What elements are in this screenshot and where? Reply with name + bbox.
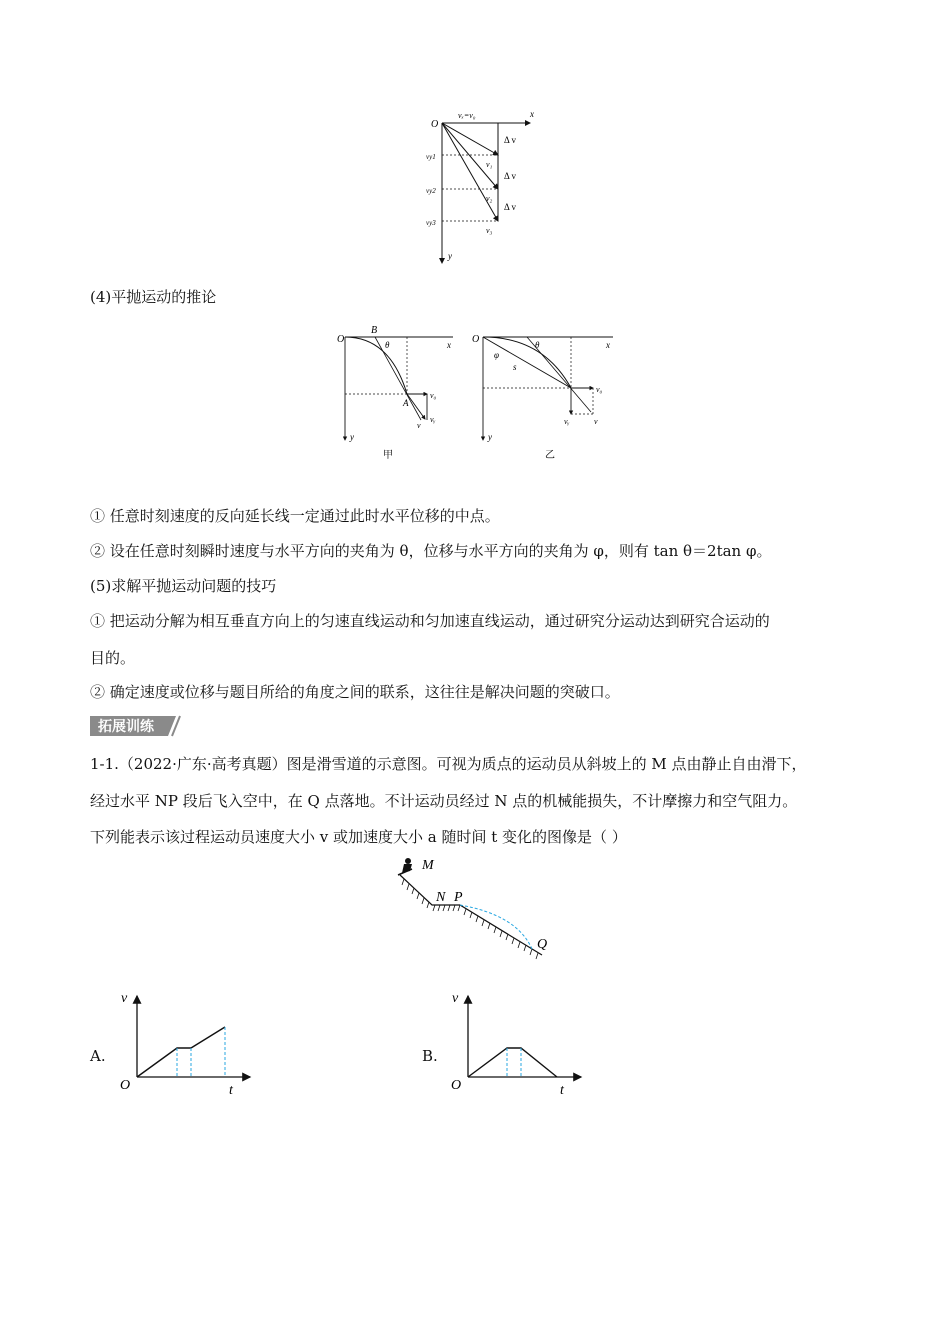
conclusion-1: ① 任意时刻速度的反向延长线一定通过此时水平位移的中点。 [90, 507, 500, 525]
yi-origin: O [472, 334, 480, 345]
delta-v-label-1: Δ v [504, 135, 517, 145]
point-q: Q [537, 937, 548, 952]
badge-label: 拓展训练 [98, 719, 154, 735]
point-m: M [422, 858, 434, 873]
v3-label: v₃ [486, 226, 493, 235]
jia-origin: O [337, 334, 345, 345]
yi-phi: φ [494, 350, 499, 360]
figure-yi [472, 334, 613, 461]
point-n: N [436, 890, 446, 905]
question-line-2: 经过水平 NP 段后飞入空中，在 Q 点落地。不计运动员经过 N 点的机械能损失，不计摩擦力和空气阻力。 [90, 792, 798, 810]
v1-label: v₁ [486, 160, 493, 169]
yi-v0: v₀ [596, 385, 603, 394]
origin-label: O [431, 119, 439, 130]
v2-label: v₂ [486, 194, 493, 203]
section5-item1-line2: 目的。 [90, 649, 136, 667]
choice-b-y-axis: v [452, 991, 459, 1006]
question-line-1: 1-1.（2022·广东·高考真题）图是滑雪道的示意图。可视为质点的运动员从斜坡上的 M 点由静止自由滑下， [90, 755, 807, 773]
vector-v3 [442, 123, 498, 221]
yi-y: y [488, 432, 492, 442]
figure-jia [337, 325, 453, 461]
skier-icon [398, 858, 412, 875]
jia-x: x [447, 340, 451, 350]
question-line-3: 下列能表示该过程运动员速度大小 v 或加速度大小 a 随时间 t 变化的图像是（ ） [90, 828, 627, 846]
choice-a-curve [137, 1027, 225, 1077]
jia-vy: vᵧ [430, 415, 436, 424]
vector-v1 [442, 123, 498, 155]
jia-caption: 甲 [383, 450, 393, 461]
point-p: P [454, 890, 463, 905]
choice-a-origin: O [120, 1078, 131, 1093]
yi-vy: vᵧ [564, 417, 570, 426]
section5-heading: (5)求解平抛运动问题的技巧 [90, 577, 277, 595]
vx-label: vₓ=v₀ [458, 111, 476, 120]
ski-slope-figure [392, 855, 562, 970]
velocity-components-figure [420, 105, 540, 265]
inference-figure [335, 322, 625, 467]
jia-b: B [371, 325, 378, 336]
choice-b-graph[interactable] [446, 988, 586, 1098]
yi-caption: 乙 [545, 450, 555, 461]
choice-a-x-axis: t [229, 1083, 233, 1098]
vector-v2 [442, 123, 498, 189]
slope-hatching [402, 879, 538, 959]
vy1-label: vy1 [426, 153, 436, 161]
choice-a-label[interactable]: A. [90, 1047, 106, 1065]
jia-v: v [417, 421, 421, 430]
conclusion-2: ② 设在任意时刻瞬时速度与水平方向的夹角为 θ，位移与水平方向的夹角为 φ，则有 tan θ＝2tan φ。 [90, 542, 772, 560]
delta-v-label-3: Δ v [504, 202, 517, 212]
yi-v: v [594, 417, 598, 426]
y-axis-label: y [448, 251, 452, 261]
extension-training-badge [90, 714, 190, 738]
choice-a-y-axis: v [121, 991, 128, 1006]
yi-x: x [606, 340, 610, 350]
choice-b-curve [468, 1048, 557, 1077]
section4-heading: (4)平抛运动的推论 [90, 288, 217, 306]
yi-theta: θ [535, 340, 540, 350]
jia-theta: θ [385, 340, 390, 350]
section5-item2: ② 确定速度或位移与题目所给的角度之间的联系，这往往是解决问题的突破口。 [90, 683, 620, 701]
choice-b-origin: O [451, 1078, 462, 1093]
jia-a: A [403, 398, 409, 408]
jia-y: y [350, 432, 354, 442]
jia-v0: v₀ [430, 391, 437, 400]
vy2-label: vy2 [426, 187, 436, 195]
x-axis-label: x [530, 109, 534, 119]
section5-item1-line1: ① 把运动分解为相互垂直方向上的匀速直线运动和匀加速直线运动，通过研究分运动达到研究合运动的 [90, 612, 770, 630]
vy3-label: vy3 [426, 219, 436, 227]
choice-a-graph[interactable] [115, 988, 255, 1098]
choice-b-label[interactable]: B. [422, 1047, 438, 1065]
delta-v-label-2: Δ v [504, 171, 517, 181]
yi-s: s [513, 362, 517, 372]
choice-b-x-axis: t [560, 1083, 564, 1098]
